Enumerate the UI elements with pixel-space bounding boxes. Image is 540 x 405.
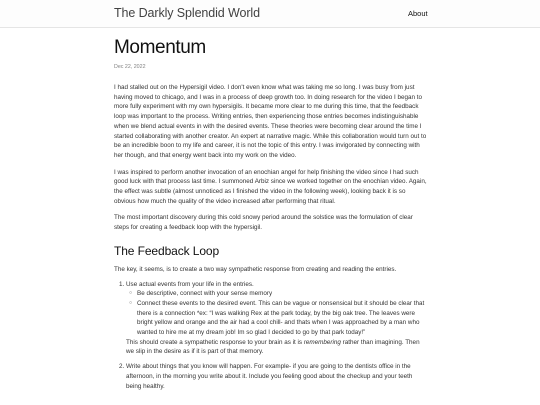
nav-about-link[interactable]: About [408,9,428,18]
site-title-link[interactable]: The Darkly Splendid World [114,6,260,20]
section-intro: The key, it seems, is to create a two way sympathetic response from creating and reading the entries. [114,265,397,273]
bullet-item: ○ Be descriptive, connect with your sense memory [137,289,428,299]
site-header [0,0,540,28]
step-text: Write about things that you know will happen. For example- if you are going to the dentists office in the afternoon, in the morning you write about it. Include you feeling good about the checkup and your teeth being healthy. [126,363,413,390]
post-paragraph: The most important discovery during this cold snowy period around the solstice was the formulation of clear steps for creating a feedback loop with the hypersigil. [114,214,413,232]
step-bullets [126,289,428,338]
post-date: Dec 22, 2022 [114,64,146,70]
step-item [126,362,428,391]
post-content [114,36,428,396]
step-followup-text: rather than imagining. Then we slip in the desire as if it is part of that memory. [126,338,420,356]
bullet-item: ○ Connect these events to the desired event. This can be vague or nonsensical but it should be clear that there is a connection *ex: “I was walking Rex at the park today, by the big oak tree. The leaves were bright yellow and orange and the air had a cool chill- and thats when I was approached by a man who wanted to hire me at my dream job! Im so glad I decided to go by that park today!” [137,299,428,338]
step-item [126,280,428,358]
steps-list [114,280,428,392]
step-text: Use actual events from your life in the entries. [126,280,254,288]
post-title: Momentum [114,37,206,58]
section-heading: The Feedback Loop [114,243,220,258]
post-paragraph: I had stalled out on the Hypersigil video. I don't even know what was taking me so long. I was busy from just having moved to chicago, and I was in a process of deep growth too. In doing research for the video I began to more fully experiment with my own hypersigils. It became more clear to me during this time, that the feedback loop was important to the process. Writing entries, then experiencing those entries becomes indistinguishable when we blend actual events in with the desired events. These theories were becoming clear around the time I started collaborating with another creator. An expert at narrative magic. While this collaboration would turn out to be an incredible boon to my life and career, it is not the topic of this entry. I was invigorated by connecting with her though, and that energy went back into my work on the video. [114,84,427,159]
emphasis-text: remembering [303,338,341,346]
step-followup-text: This should create a sympathetic response to your brain as it is [126,338,304,346]
step-followup [126,338,428,357]
post-paragraph: I was inspired to perform another invocation of an enochian angel for help finishing the video since I had such good luck with that process last time. I summoned Arbiz since we worked together on the enochian video. Again, the effect was subtle (almost unnoticed as I finished the video in the following week), looking back it is so obvious how much the quality of the video increased after performing that ritual. [114,168,427,205]
